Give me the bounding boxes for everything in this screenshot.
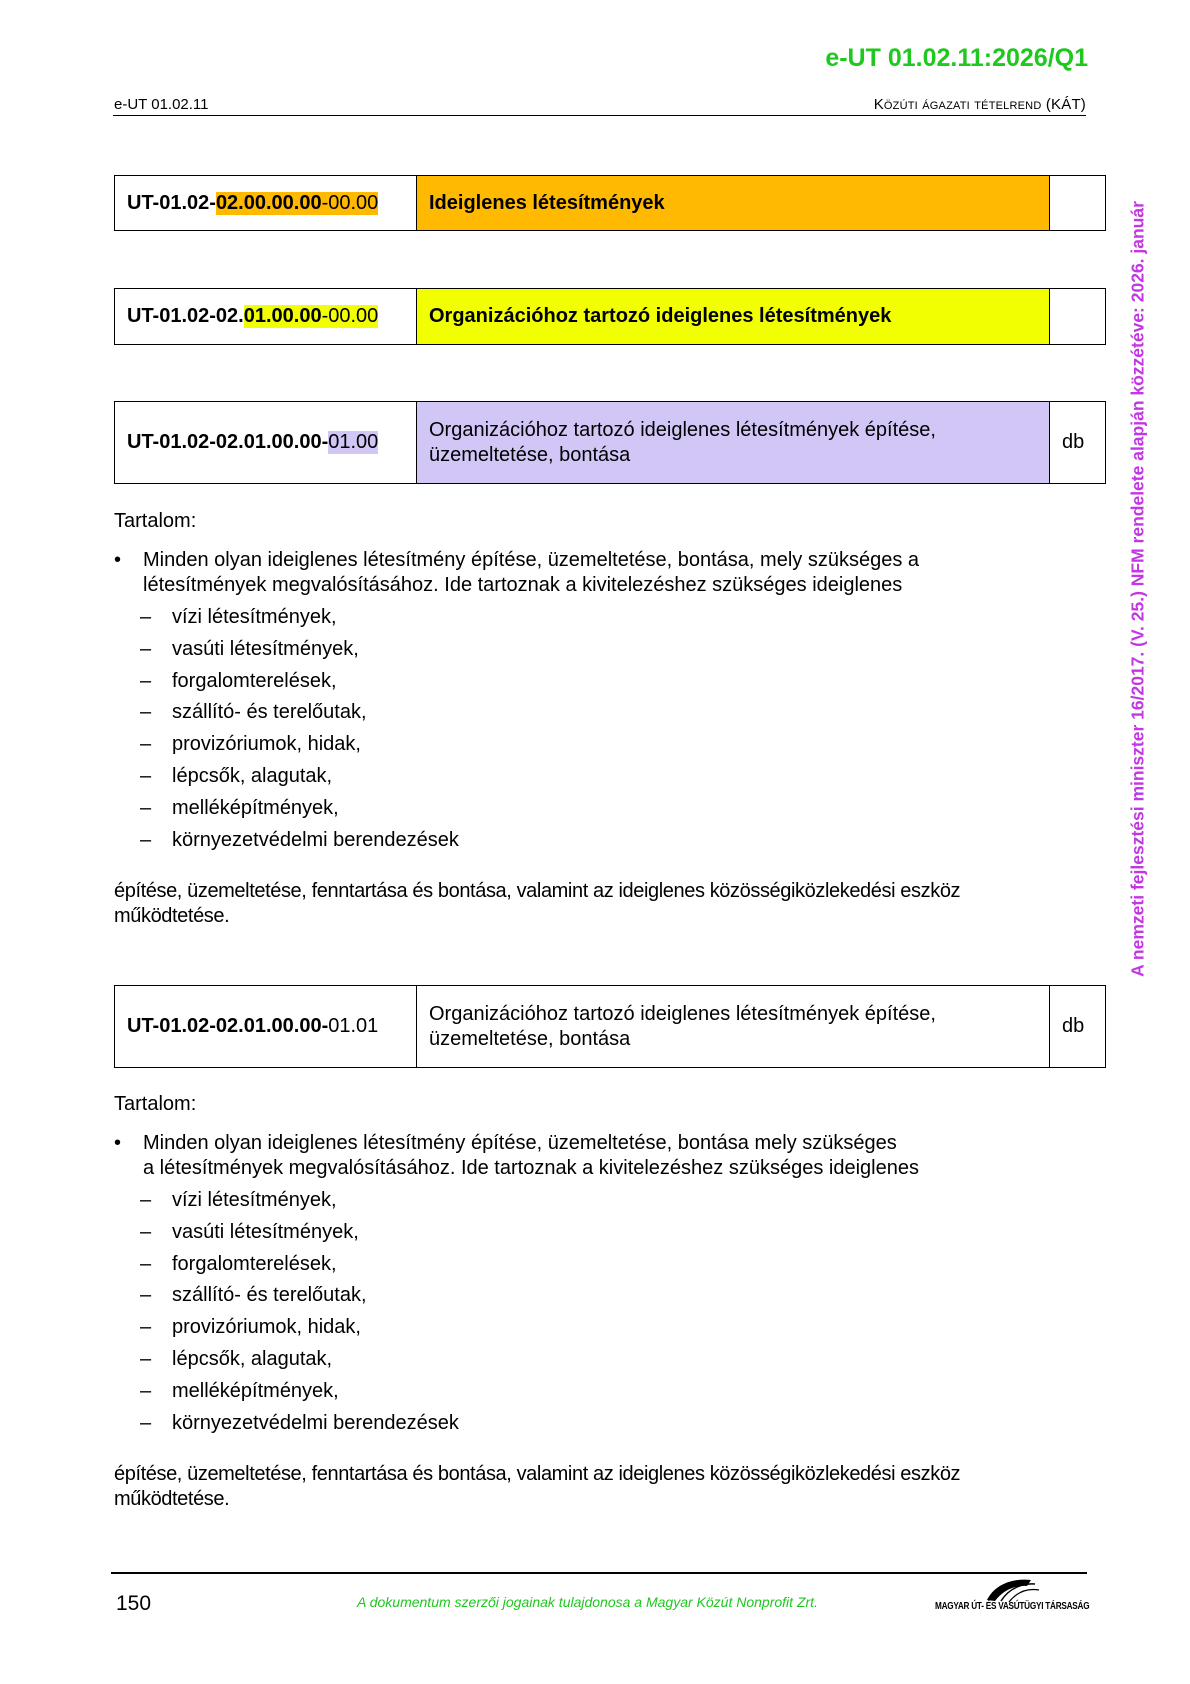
dash-icon: –	[140, 1252, 152, 1275]
copyright-notice: A dokumentum szerzői jogainak tulajdonosa a Magyar Közút Nonprofit Zrt.	[357, 1594, 818, 1610]
dash-icon: –	[140, 764, 152, 787]
list-item-text: környezetvédelmi berendezések	[172, 1411, 459, 1434]
code-prefix: UT-01.02-02.	[127, 305, 244, 327]
dash-icon: –	[140, 669, 152, 692]
dash-icon: –	[140, 701, 152, 724]
list-item	[140, 634, 459, 666]
bullet-line: Minden olyan ideiglenes létesítmény építése, üzemeltetése, bontása mely szükséges	[143, 1132, 897, 1154]
item-row-level2	[114, 288, 1106, 345]
header-divider	[113, 115, 1086, 116]
list-item-text: forgalomterelések,	[172, 669, 337, 692]
list-item	[140, 602, 459, 634]
company-logo	[935, 1574, 1090, 1614]
list-item	[140, 697, 459, 729]
item-row-level3	[114, 401, 1106, 484]
list-item	[140, 1249, 459, 1281]
bullet-icon: •	[114, 549, 122, 571]
dash-icon: –	[140, 637, 152, 660]
closing-paragraph	[114, 879, 1104, 929]
list-item-text: forgalomterelések,	[172, 1252, 337, 1275]
item-unit: db	[1062, 431, 1085, 453]
list-item-text: szállító- és terelőutak,	[172, 701, 367, 724]
closing-line: építése, üzemeltetése, fenntartása és bontása, valamint az ideiglenes közösségiközlekedési eszköz	[114, 1463, 961, 1485]
bullet-icon: •	[114, 1132, 122, 1154]
closing-line: működtetése.	[114, 905, 230, 927]
closing-paragraph	[114, 1462, 1104, 1512]
list-item-text: vízi létesítmények,	[172, 606, 337, 628]
dash-icon: –	[140, 606, 152, 628]
item-title: Ideiglenes létesítmények	[417, 176, 1050, 230]
list-item-text: vasúti létesítmények,	[172, 1220, 359, 1243]
list-item	[140, 1408, 459, 1440]
list-item	[140, 729, 459, 761]
dash-icon: –	[140, 1189, 152, 1211]
list-item-text: környezetvédelmi berendezések	[172, 828, 459, 851]
item-title: Organizációhoz tartozó ideiglenes létesítmények	[417, 289, 1050, 344]
bullet-paragraph	[114, 1131, 1014, 1181]
road-swoosh-icon	[935, 1574, 1087, 1604]
code-suffix: 01.01	[328, 1015, 379, 1037]
dash-icon: –	[140, 1379, 152, 1402]
list-item	[140, 1217, 459, 1249]
header-left: e-UT 01.02.11	[114, 96, 209, 113]
dash-icon: –	[140, 1347, 152, 1370]
list-item-text: lépcsők, alagutak,	[172, 1347, 333, 1370]
code-prefix: UT-01.02-	[127, 191, 216, 214]
dash-icon: –	[140, 1316, 152, 1339]
logo-text: MAGYAR ÚT- ÉS VASÚTÜGYI TÁRSASÁG	[935, 1601, 1090, 1612]
list-item	[140, 761, 459, 793]
document-id: e-UT 01.02.11:2026/Q1	[825, 44, 1088, 72]
list-item	[140, 1376, 459, 1408]
item-row-level4	[114, 985, 1106, 1068]
facility-list	[140, 602, 459, 856]
item-code	[115, 986, 417, 1067]
code-suffix: -00.00	[321, 305, 379, 327]
closing-line: építése, üzemeltetése, fenntartása és bontása, valamint az ideiglenes közösségiközlekedési eszköz	[114, 880, 961, 902]
item-unit: db	[1062, 1015, 1085, 1037]
list-item-text: vasúti létesítmények,	[172, 637, 359, 660]
list-item	[140, 793, 459, 825]
list-item	[140, 1312, 459, 1344]
code-prefix: UT-01.02-02.01.00.00-	[127, 431, 329, 453]
list-item-text: melléképítmények,	[172, 1379, 339, 1402]
list-item-text: vízi létesítmények,	[172, 1189, 337, 1211]
facility-list	[140, 1185, 459, 1439]
bullet-paragraph	[114, 548, 1014, 598]
bullet-line: a létesítmények megvalósításához. Ide tartoznak a kivitelezéshez szükséges ideiglenes	[143, 1157, 919, 1179]
list-item-text: melléképítmények,	[172, 796, 339, 819]
dash-icon: –	[140, 796, 152, 819]
list-item	[140, 666, 459, 698]
header-right: Közúti ágazati tételrend (KÁT)	[873, 96, 1086, 113]
list-item-text: provizóriumok, hidak,	[172, 1316, 361, 1339]
list-item	[140, 1185, 459, 1217]
page-number: 150	[116, 1592, 152, 1615]
closing-line: működtetése.	[114, 1488, 230, 1510]
dash-icon: –	[140, 1284, 152, 1307]
item-title: Organizációhoz tartozó ideiglenes létesítmények építése, üzemeltetése, bontása	[417, 986, 1050, 1067]
bullet-line: Minden olyan ideiglenes létesítmény építése, üzemeltetése, bontása, mely szükséges a	[143, 549, 919, 571]
list-item	[140, 1344, 459, 1376]
item-code	[115, 289, 417, 344]
dash-icon: –	[140, 1411, 152, 1434]
code-prefix: UT-01.02-02.01.00.00-	[127, 1015, 329, 1037]
list-item-text: szállító- és terelőutak,	[172, 1284, 367, 1307]
item-code	[115, 176, 417, 230]
code-highlight: 01.00.00	[243, 305, 322, 327]
item-row-level1	[114, 175, 1106, 231]
list-item	[140, 825, 459, 857]
publication-side-note: A nemzeti fejlesztési miniszter 16/2017. (V. 25.) NFM rendelete alapján közzétéve: 2026. január	[1127, 201, 1148, 977]
item-unit	[1050, 176, 1105, 230]
code-suffix: -00.00	[321, 191, 379, 214]
item-unit	[1050, 289, 1105, 344]
section-label: Tartalom:	[114, 510, 197, 532]
section-label: Tartalom:	[114, 1093, 197, 1115]
dash-icon: –	[140, 828, 152, 851]
dash-icon: –	[140, 733, 152, 756]
list-item-text: lépcsők, alagutak,	[172, 764, 333, 787]
item-code	[115, 402, 417, 483]
code-highlight: 01.00	[328, 431, 379, 453]
dash-icon: –	[140, 1220, 152, 1243]
bullet-line: létesítmények megvalósításához. Ide tartoznak a kivitelezéshez szükséges ideiglenes	[143, 574, 903, 596]
list-item	[140, 1280, 459, 1312]
item-title: Organizációhoz tartozó ideiglenes létesítmények építése, üzemeltetése, bontása	[417, 402, 1050, 483]
list-item-text: provizóriumok, hidak,	[172, 733, 361, 756]
code-highlight: 02.00.00.00	[215, 191, 322, 214]
